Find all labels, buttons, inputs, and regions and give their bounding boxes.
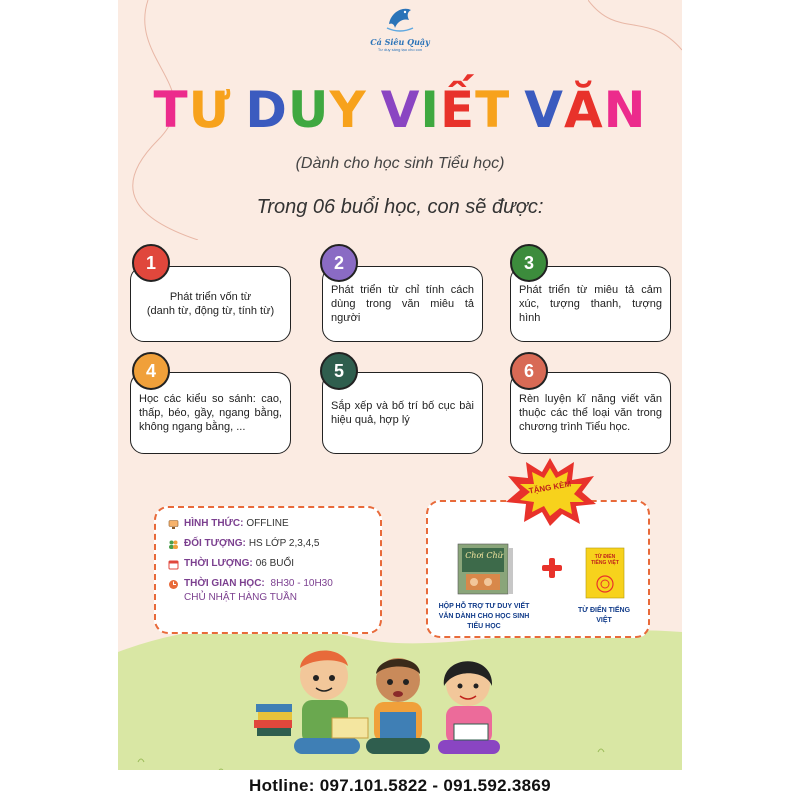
dictionary-cover-title: TỪ ĐIỂN TIẾNG VIỆT bbox=[591, 554, 619, 566]
hotline-text: Hotline: 097.101.5822 - 091.592.3869 bbox=[249, 776, 551, 795]
title-space bbox=[510, 78, 524, 142]
title-letter: Ă bbox=[563, 81, 604, 139]
info-duration-row bbox=[168, 558, 368, 570]
title-letter: V bbox=[380, 81, 421, 139]
benefit-number-1: 1 bbox=[132, 244, 170, 282]
benefit-text: Rèn luyện kĩ năng viết văn thuộc các thể loại văn trong chương trình Tiểu học. bbox=[519, 393, 662, 433]
title-letter: U bbox=[287, 81, 330, 139]
info-form-value: OFFLINE bbox=[246, 518, 289, 529]
info-duration-label: THỜI LƯỢNG: bbox=[184, 558, 253, 569]
swirl-decoration-top-right bbox=[588, 0, 682, 80]
brand-tagline: Tư duy sáng tạo cho con bbox=[377, 47, 423, 52]
title-letter: Ế bbox=[440, 81, 476, 139]
gift-item-1-label: HỘP HỖ TRỢ TƯ DUY VIẾT VĂN DÀNH CHO HỌC SINH TIỂU HỌC bbox=[438, 603, 530, 630]
info-target-row bbox=[168, 538, 368, 550]
clock-icon bbox=[168, 579, 179, 590]
benefit-number-6: 6 bbox=[510, 352, 548, 390]
info-time-row bbox=[168, 578, 368, 603]
benefit-text: Học các kiểu so sánh: cao, thấp, béo, gầy, ngang bằng, không ngang bằng, ... bbox=[139, 393, 282, 433]
poster bbox=[118, 0, 682, 770]
benefit-number-5: 5 bbox=[320, 352, 358, 390]
info-form-row bbox=[168, 518, 368, 530]
title-space bbox=[367, 78, 381, 142]
course-info-box bbox=[154, 506, 382, 634]
info-target-label: ĐỐI TƯỢNG: bbox=[184, 538, 246, 549]
page-title bbox=[118, 78, 682, 142]
subtitle: (Dành cho học sinh Tiểu học) bbox=[295, 155, 505, 172]
benefit-number-4: 4 bbox=[132, 352, 170, 390]
writing-box-title: Chơi Chữ bbox=[465, 551, 503, 560]
brand-name: Cá Siêu Quậy bbox=[370, 37, 430, 47]
benefit-number-3: 3 bbox=[510, 244, 548, 282]
info-target-value: HS LỚP 2,3,4,5 bbox=[248, 538, 320, 549]
info-form-label: HÌNH THỨC: bbox=[184, 518, 244, 529]
brand-logo bbox=[368, 4, 432, 62]
benefit-text: Phát triển vốn từ (danh từ, động từ, tính từ) bbox=[146, 291, 275, 317]
title-letter: D bbox=[245, 81, 288, 139]
gift-item-2-label: TỪ ĐIỂN TIẾNG VIỆT bbox=[577, 607, 631, 624]
plus-icon bbox=[542, 558, 562, 578]
gift-badge-text: TẶNG KÈM bbox=[528, 479, 572, 496]
title-letter: Ư bbox=[188, 81, 232, 139]
title-letter: Y bbox=[329, 81, 367, 139]
title-letter: T bbox=[475, 81, 511, 139]
info-duration-value: 06 BUỔI bbox=[255, 558, 295, 569]
intro-text: Trong 06 buổi học, con sẽ được: bbox=[256, 196, 544, 218]
calendar-icon bbox=[168, 559, 179, 570]
title-letter: T bbox=[153, 81, 189, 139]
benefit-text: Sắp xếp và bố trí bố cục bài hiệu quả, hợp lý bbox=[331, 400, 474, 426]
writing-box-image bbox=[456, 540, 514, 598]
info-time-label: THỜI GIAN HỌC: bbox=[184, 578, 265, 589]
info-time-value: 8H30 - 10H30 bbox=[270, 578, 333, 589]
dolphin-logo-icon bbox=[385, 4, 415, 32]
title-letter: N bbox=[603, 81, 647, 139]
people-icon bbox=[168, 539, 179, 550]
title-space bbox=[231, 78, 245, 142]
title-letter: V bbox=[524, 81, 564, 139]
title-letter: I bbox=[420, 81, 440, 139]
kids-reading-illustration bbox=[254, 632, 524, 768]
info-time-value-2: CHỦ NHẬT HÀNG TUẦN bbox=[184, 592, 297, 603]
monitor-icon bbox=[168, 519, 179, 530]
benefit-text: Phát triển từ chỉ tính cách dùng trong văn miêu tả người bbox=[331, 284, 474, 324]
benefit-text: Phát triển từ miêu tả cảm xúc, tượng thanh, tượng hình bbox=[519, 284, 662, 324]
benefit-number-2: 2 bbox=[320, 244, 358, 282]
